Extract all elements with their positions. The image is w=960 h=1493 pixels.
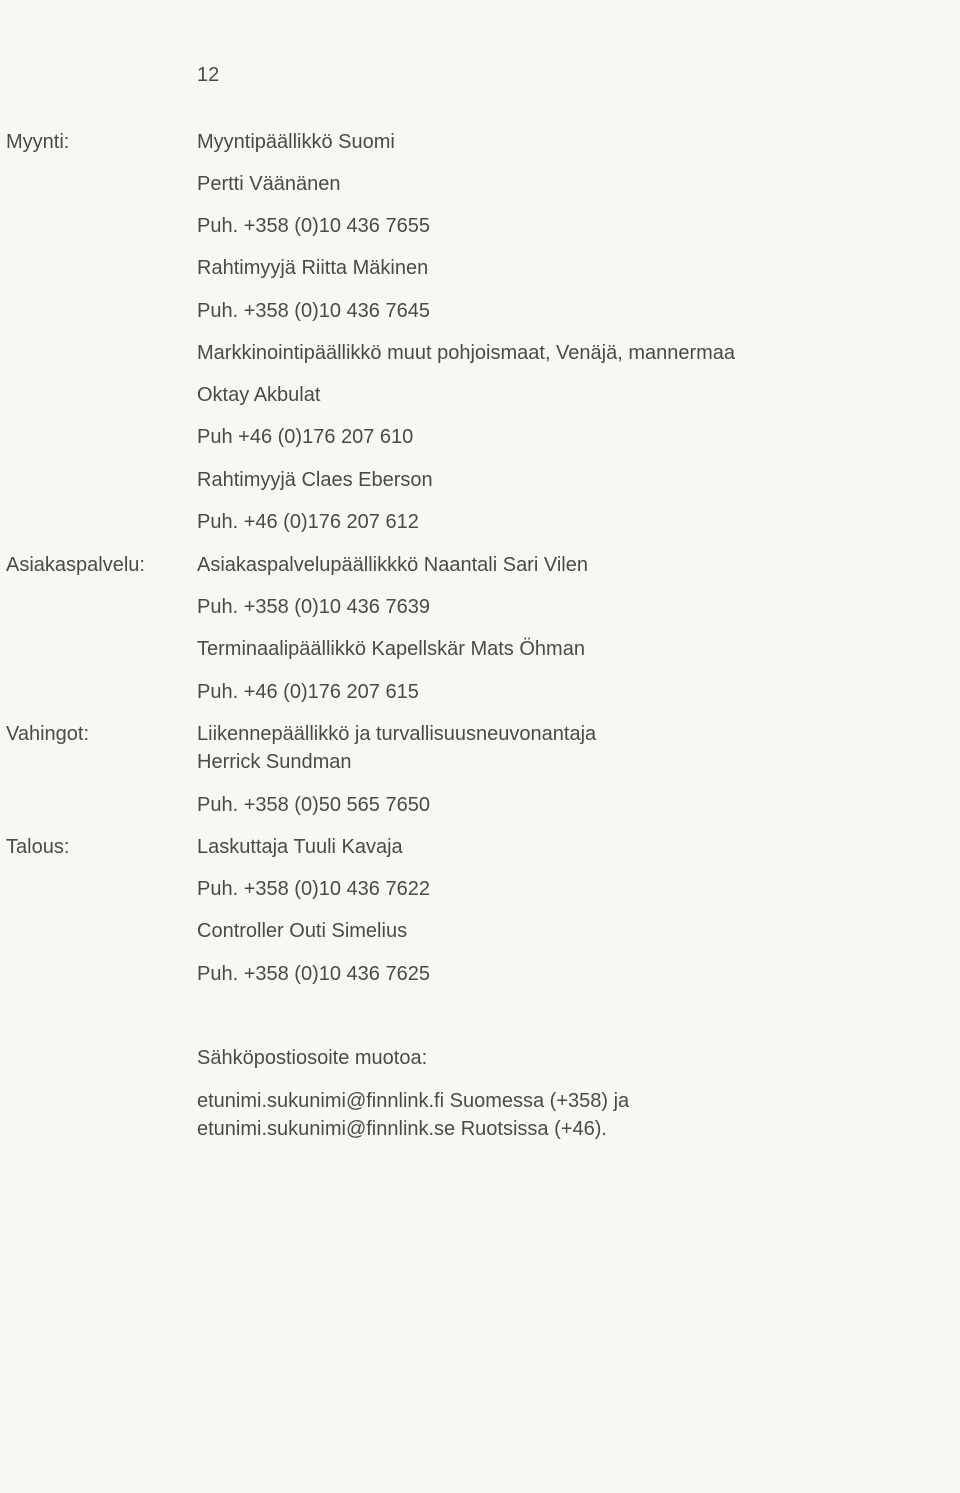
sales-line: Puh +46 (0)176 207 610: [197, 426, 414, 448]
sales-line: Myyntipäällikkö Suomi: [197, 131, 395, 153]
damages-line: Herrick Sundman: [197, 751, 352, 773]
customer-service-line: Terminaalipäällikkö Kapellskär Mats Öhman: [197, 638, 585, 660]
sales-line: Oktay Akbulat: [197, 384, 321, 406]
email-heading: Sähköpostiosoite muotoa:: [197, 1047, 428, 1069]
section-label-sales: Myynti:: [6, 131, 70, 153]
email-format-line: etunimi.sukunimi@finnlink.se Ruotsissa (+46).: [197, 1118, 607, 1140]
page-number: 12: [197, 64, 220, 86]
finance-line: Laskuttaja Tuuli Kavaja: [197, 836, 403, 858]
sales-line: Puh. +358 (0)10 436 7655: [197, 215, 430, 237]
finance-line: Puh. +358 (0)10 436 7625: [197, 963, 430, 985]
finance-line: Controller Outi Simelius: [197, 920, 408, 942]
section-label-customer-service: Asiakaspalvelu:: [6, 554, 145, 576]
sales-line: Rahtimyyjä Riitta Mäkinen: [197, 257, 429, 279]
damages-line: Puh. +358 (0)50 565 7650: [197, 794, 430, 816]
email-format-line: etunimi.sukunimi@finnlink.fi Suomessa (+358) ja: [197, 1090, 630, 1112]
section-label-finance: Talous:: [6, 836, 70, 858]
customer-service-line: Puh. +358 (0)10 436 7639: [197, 596, 430, 618]
sales-line: Rahtimyyjä Claes Eberson: [197, 469, 433, 491]
sales-line: Markkinointipäällikkö muut pohjoismaat, Venäjä, mannermaa: [197, 342, 736, 364]
section-label-damages: Vahingot:: [6, 723, 90, 745]
damages-line: Liikennepäällikkö ja turvallisuusneuvonantaja: [197, 723, 597, 745]
finance-line: Puh. +358 (0)10 436 7622: [197, 878, 430, 900]
sales-line: Pertti Väänänen: [197, 173, 341, 195]
customer-service-line: Puh. +46 (0)176 207 615: [197, 681, 419, 703]
customer-service-line: Asiakaspalvelupäällikkkö Naantali Sari Vilen: [197, 554, 588, 576]
sales-line: Puh. +46 (0)176 207 612: [197, 511, 419, 533]
sales-line: Puh. +358 (0)10 436 7645: [197, 300, 430, 322]
